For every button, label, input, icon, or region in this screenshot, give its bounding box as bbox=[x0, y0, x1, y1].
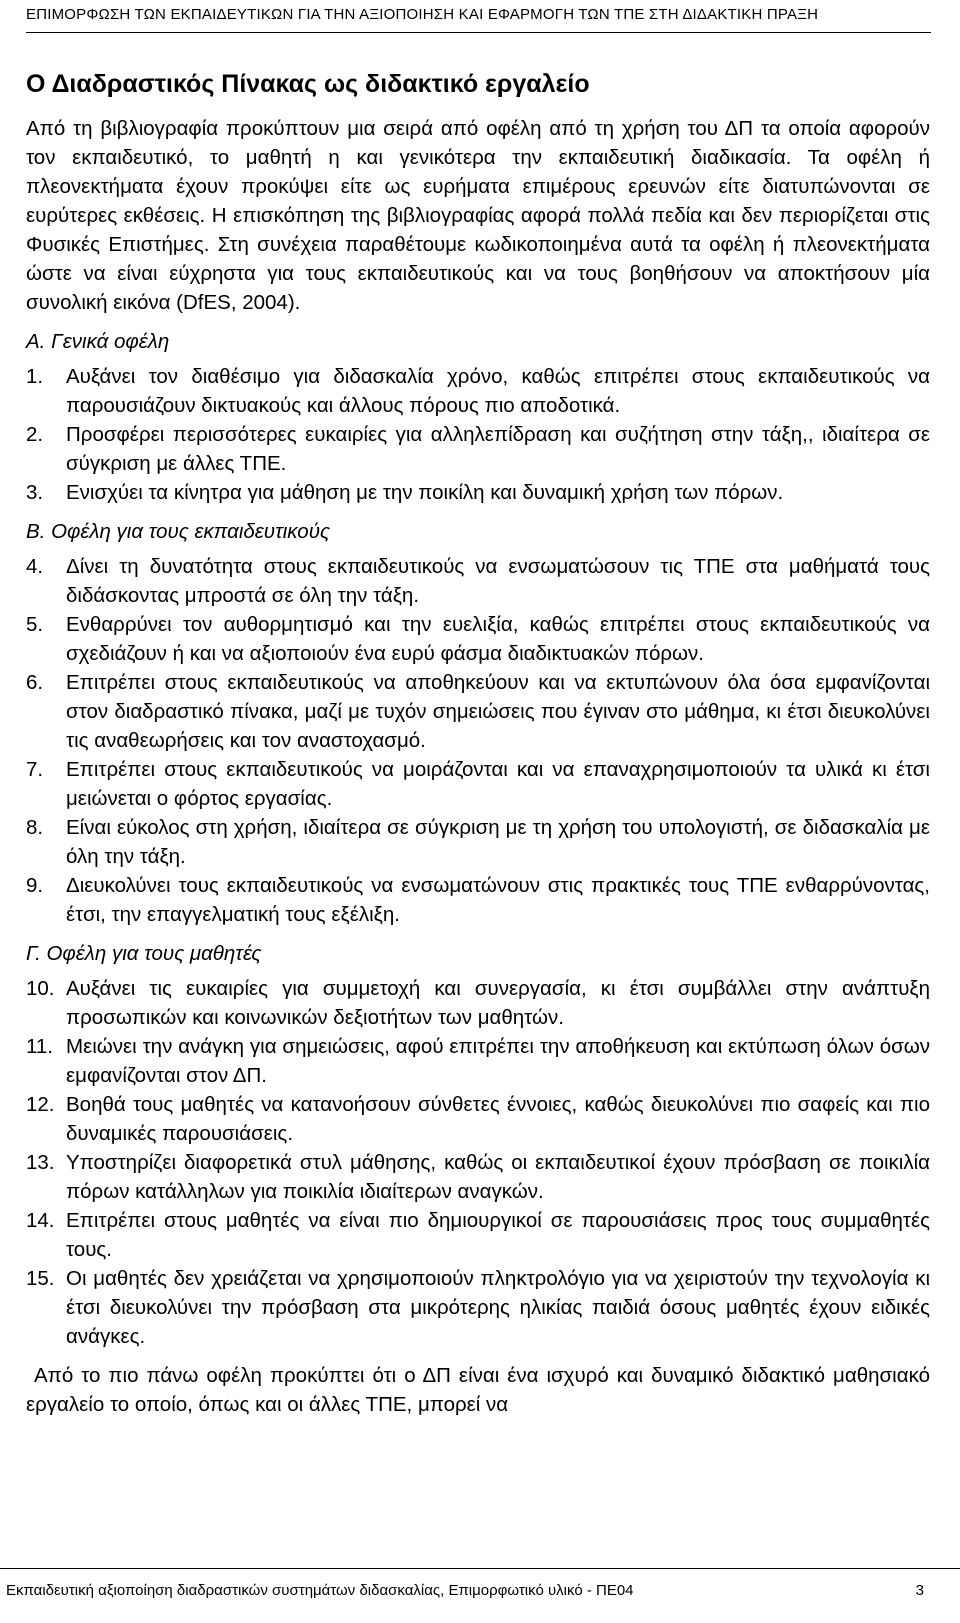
item-text: Διευκολύνει τους εκπαιδευτικούς να ενσωματώνουν στις πρακτικές τους ΤΠΕ ενθαρρύνοντας, έτσι, την επαγγελματική τους εξέλιξη. bbox=[66, 874, 930, 926]
page-footer bbox=[6, 1582, 924, 1599]
section-heading-general: Α. Γενικά οφέλη bbox=[26, 330, 170, 353]
list-item bbox=[26, 420, 930, 478]
item-text: Επιτρέπει στους εκπαιδευτικούς να μοιράζονται και να επαναχρησιμοποιούν τα υλικά κι έτσι μειώνεται ο φόρτος εργασίας. bbox=[66, 758, 930, 810]
benefits-list-general bbox=[26, 362, 930, 507]
list-item bbox=[26, 362, 930, 420]
list-item bbox=[26, 610, 930, 668]
item-number: 13. bbox=[26, 1151, 55, 1174]
item-number: 1. bbox=[26, 365, 44, 388]
benefits-list-teachers bbox=[26, 552, 930, 929]
item-text: Μειώνει την ανάγκη για σημειώσεις, αφού επιτρέπει την αποθήκευση και εκτύπωση όλων όσων εμφανίζονται στον ΔΠ. bbox=[66, 1035, 930, 1087]
item-text: Αυξάνει τον διαθέσιμο για διδασκαλία χρόνο, καθώς επιτρέπει στους εκπαιδευτικούς να παρουσιάζουν δικτυακούς και άλλους πόρους πιο αποδοτικά. bbox=[66, 365, 930, 417]
item-number: 15. bbox=[26, 1267, 55, 1290]
list-item bbox=[26, 813, 930, 871]
list-item bbox=[26, 755, 930, 813]
item-number: 10. bbox=[26, 977, 55, 1000]
intro-paragraph: Από τη βιβλιογραφία προκύπτουν μια σειρά από οφέλη από τη χρήση του ΔΠ τα οποία αφορούν τον εκπαιδευτικό, το μαθητή η και γενικότερα την εκπαιδευτική διαδικασία. Τα οφέλη ή πλεονεκτήματα έχουν προκύψει είτε ως ευρήματα επιμέρους ερευνών είτε διατυπώνονται σε ευρύτερες εκθέσεις. Η επισκόπηση της βιβλιογραφίας αφορά πολλά πεδία και δεν περιορίζεται στις Φυσικές Επιστήμες. Στη συνέχεια παραθέτουμε κωδικοποιημένα αυτά τα οφέλη ή πλεονεκτήματα ώστε να είναι εύχρηστα για τους εκπαιδευτικούς και να τους βοηθήσουν να αποκτήσουν μία συνολική εικόνα (DfES, 2004). bbox=[26, 117, 930, 314]
item-text: Δίνει τη δυνατότητα στους εκπαιδευτικούς να ενσωματώσουν τις ΤΠΕ στα μαθήματά τους διδάσκοντας μπροστά σε όλη την τάξη. bbox=[66, 555, 930, 607]
item-number: 3. bbox=[26, 481, 44, 504]
item-number: 14. bbox=[26, 1209, 55, 1232]
item-number: 9. bbox=[26, 874, 44, 897]
benefits-list-students bbox=[26, 974, 930, 1351]
footer-divider bbox=[0, 1568, 960, 1569]
running-header: ΕΠΙΜΟΡΦΩΣΗ ΤΩΝ ΕΚΠΑΙΔΕΥΤΙΚΩΝ ΓΙΑ ΤΗΝ ΑΞΙΟΠΟΙΗΣΗ ΚΑΙ ΕΦΑΡΜΟΓΗ ΤΩΝ ΤΠΕ ΣΤΗ ΔΙΔΑΚΤΙΚΗ ΠΡΑΞΗ bbox=[26, 6, 819, 23]
list-item bbox=[26, 478, 930, 507]
item-number: 4. bbox=[26, 555, 44, 578]
item-text: Ενισχύει τα κίνητρα για μάθηση με την ποικίλη και δυναμική χρήση των πόρων. bbox=[66, 481, 784, 504]
item-text: Προσφέρει περισσότερες ευκαιρίες για αλληλεπίδραση και συζήτηση στην τάξη,, ιδιαίτερα σε σύγκριση με άλλες ΤΠΕ. bbox=[66, 423, 930, 475]
item-number: 8. bbox=[26, 816, 44, 839]
list-item bbox=[26, 974, 930, 1032]
item-number: 6. bbox=[26, 671, 44, 694]
item-text: Επιτρέπει στους εκπαιδευτικούς να αποθηκεύουν και να εκτυπώνουν όλα όσα εμφανίζονται στον διαδραστικό πίνακα, μαζί με τυχόν σημειώσεις που έγιναν στο μάθημα, κι έτσι διευκολύνει τις αναθεωρήσεις και τον αναστοχασμό. bbox=[66, 671, 930, 752]
list-item bbox=[26, 1264, 930, 1351]
item-text: Επιτρέπει στους μαθητές να είναι πιο δημιουργικοί σε παρουσιάσεις προς τους συμμαθητές τους. bbox=[66, 1209, 930, 1261]
item-text: Ενθαρρύνει τον αυθορμητισμό και την ευελιξία, καθώς επιτρέπει στους εκπαιδευτικούς να σχεδιάζουν ή και να αξιοποιούν ένα ευρύ φάσμα διαδικτυακών πόρων. bbox=[66, 613, 930, 665]
item-text: Είναι εύκολος στη χρήση, ιδιαίτερα σε σύγκριση με τη χρήση του υπολογιστή, σε διδασκαλία με όλη την τάξη. bbox=[66, 816, 930, 868]
list-item bbox=[26, 552, 930, 610]
page-title: Ο Διαδραστικός Πίνακας ως διδακτικό εργαλείο bbox=[26, 70, 590, 98]
list-item bbox=[26, 1206, 930, 1264]
item-number: 12. bbox=[26, 1093, 55, 1116]
item-text: Υποστηρίζει διαφορετικά στυλ μάθησης, καθώς οι εκπαιδευτικοί έχουν πρόσβαση σε ποικιλία πόρων κατάλληλων για ποικιλία ιδιαίτερων αναγκών. bbox=[66, 1151, 930, 1203]
item-number: 2. bbox=[26, 423, 44, 446]
item-text: Βοηθά τους μαθητές να κατανοήσουν σύνθετες έννοιες, καθώς διευκολύνει πιο σαφείς και πιο δυναμικές παρουσιάσεις. bbox=[66, 1093, 930, 1145]
page-number: 3 bbox=[915, 1582, 924, 1599]
list-item bbox=[26, 1148, 930, 1206]
footer-text: Εκπαιδευτική αξιοποίηση διαδραστικών συστημάτων διδασκαλίας, Επιμορφωτικό υλικό - ΠΕ04 bbox=[6, 1582, 634, 1599]
item-text: Αυξάνει τις ευκαιρίες για συμμετοχή και συνεργασία, κι έτσι συμβάλλει στην ανάπτυξη προσωπικών και κοινωνικών δεξιοτήτων των μαθητών. bbox=[66, 977, 930, 1029]
item-number: 5. bbox=[26, 613, 44, 636]
item-number: 11. bbox=[26, 1035, 53, 1058]
closing-paragraph: Από το πιο πάνω οφέλη προκύπτει ότι ο ΔΠ είναι ένα ισχυρό και δυναμικό διδακτικό μαθησιακό εργαλείο το οποίο, όπως και οι άλλες ΤΠΕ, μπορεί να bbox=[26, 1364, 930, 1416]
item-text: Οι μαθητές δεν χρειάζεται να χρησιμοποιούν πληκτρολόγιο για να χειριστούν την τεχνολογία κι έτσι διευκολύνει την πρόσβαση στα μικρότερης ηλικίας παιδιά όσους μαθητές έχουν ειδικές ανάγκες. bbox=[66, 1267, 930, 1348]
list-item bbox=[26, 668, 930, 755]
header-divider bbox=[26, 32, 931, 33]
list-item bbox=[26, 871, 930, 929]
list-item bbox=[26, 1090, 930, 1148]
page-body bbox=[26, 68, 930, 1419]
section-heading-students: Γ. Οφέλη για τους μαθητές bbox=[26, 942, 262, 965]
list-item bbox=[26, 1032, 930, 1090]
item-number: 7. bbox=[26, 758, 44, 781]
section-heading-teachers: Β. Οφέλη για τους εκπαιδευτικούς bbox=[26, 520, 330, 543]
